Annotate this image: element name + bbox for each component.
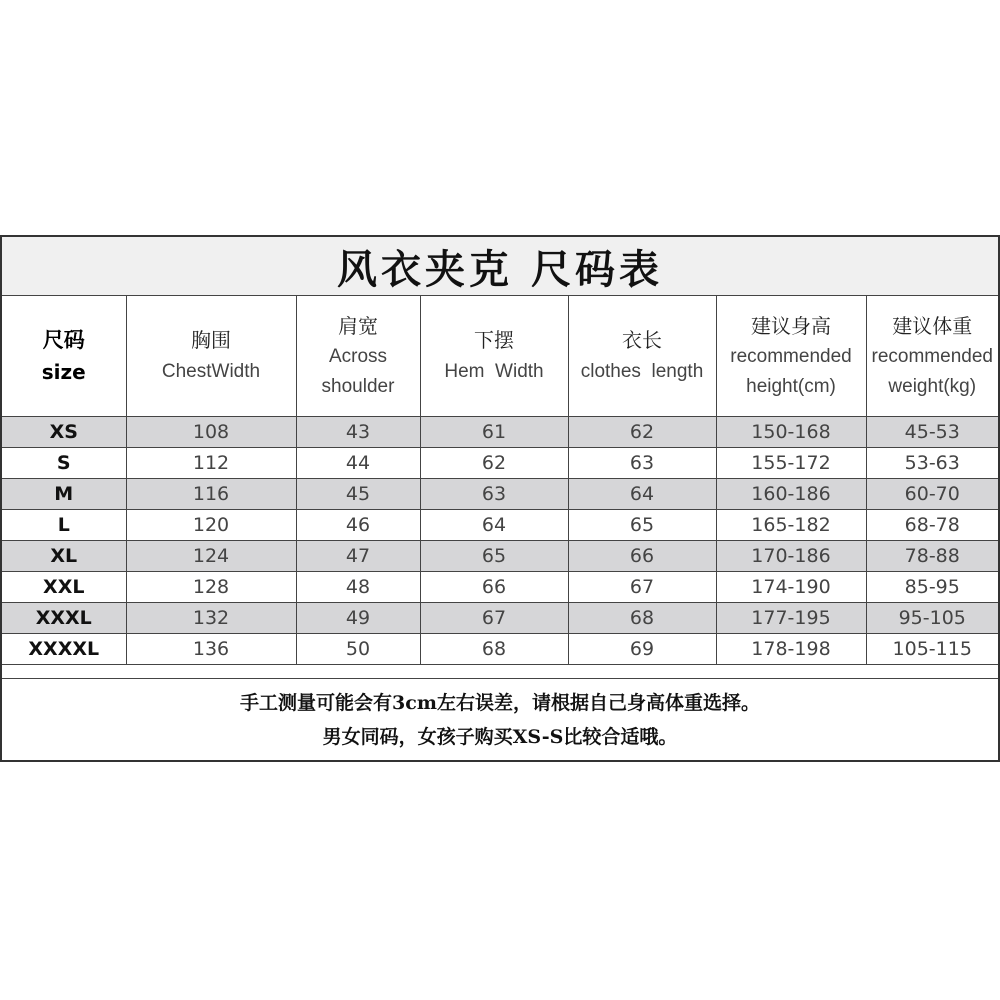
- cell-chest: 124: [126, 541, 296, 572]
- cell-weight: 53-63: [866, 448, 998, 479]
- cell-shoulder: 43: [296, 417, 420, 448]
- header-hem: [420, 295, 568, 417]
- header-weight-cn: 建议体重: [892, 313, 973, 338]
- cell-hem: 64: [420, 510, 568, 541]
- header-weight-en: recommended weight(kg): [871, 345, 993, 397]
- header-length: [568, 295, 716, 417]
- header-shoulder-en: Across shoulder: [321, 345, 395, 397]
- cell-chest: 116: [126, 479, 296, 510]
- header-size-cn: 尺码: [42, 327, 85, 352]
- cell-length: 63: [568, 448, 716, 479]
- header-size-en: size: [41, 359, 86, 384]
- notes: [2, 678, 998, 760]
- table-row: [2, 603, 998, 634]
- cell-shoulder: 45: [296, 479, 420, 510]
- header-length-cn: 衣长: [622, 327, 662, 352]
- cell-size: L: [2, 510, 126, 541]
- header-height-en: recommended height(cm): [730, 345, 852, 397]
- cell-weight: 85-95: [866, 572, 998, 603]
- cell-size: S: [2, 448, 126, 479]
- header-hem-en: Hem Width: [444, 360, 544, 382]
- cell-hem: 67: [420, 603, 568, 634]
- header-chest: [126, 295, 296, 417]
- cell-chest: 136: [126, 634, 296, 665]
- cell-weight: 68-78: [866, 510, 998, 541]
- header-height: [716, 295, 866, 417]
- cell-length: 69: [568, 634, 716, 665]
- cell-chest: 132: [126, 603, 296, 634]
- header-hem-cn: 下摆: [474, 327, 514, 352]
- cell-height: 160-186: [716, 479, 866, 510]
- table-row: [2, 510, 998, 541]
- header-row: [2, 295, 998, 417]
- cell-height: 178-198: [716, 634, 866, 665]
- cell-shoulder: 47: [296, 541, 420, 572]
- cell-weight: 60-70: [866, 479, 998, 510]
- cell-height: 174-190: [716, 572, 866, 603]
- cell-height: 165-182: [716, 510, 866, 541]
- cell-shoulder: 44: [296, 448, 420, 479]
- cell-chest: 112: [126, 448, 296, 479]
- table-row: [2, 448, 998, 479]
- cell-size: XXXL: [2, 603, 126, 634]
- cell-chest: 108: [126, 417, 296, 448]
- header-length-en: clothes length: [580, 360, 704, 382]
- size-table: [2, 295, 998, 665]
- cell-height: 155-172: [716, 448, 866, 479]
- table-row: [2, 572, 998, 603]
- cell-weight: 78-88: [866, 541, 998, 572]
- header-height-cn: 建议身高: [751, 313, 831, 338]
- cell-shoulder: 46: [296, 510, 420, 541]
- cell-length: 68: [568, 603, 716, 634]
- cell-shoulder: 49: [296, 603, 420, 634]
- table-row: [2, 417, 998, 448]
- cell-length: 66: [568, 541, 716, 572]
- cell-hem: 61: [420, 417, 568, 448]
- cell-length: 62: [568, 417, 716, 448]
- cell-hem: 65: [420, 541, 568, 572]
- header-shoulder: [296, 295, 420, 417]
- cell-shoulder: 50: [296, 634, 420, 665]
- header-chest-cn: 胸围: [191, 327, 231, 352]
- size-chart: [0, 235, 1000, 762]
- cell-height: 170-186: [716, 541, 866, 572]
- table-row: [2, 479, 998, 510]
- cell-hem: 63: [420, 479, 568, 510]
- chart-title: 风衣夹克 尺码表: [2, 237, 998, 296]
- cell-hem: 62: [420, 448, 568, 479]
- cell-length: 64: [568, 479, 716, 510]
- header-chest-en: ChestWidth: [161, 360, 261, 382]
- header-shoulder-cn: 肩宽: [338, 313, 378, 338]
- cell-chest: 128: [126, 572, 296, 603]
- cell-size: XL: [2, 541, 126, 572]
- cell-length: 65: [568, 510, 716, 541]
- note-line-1: 手工测量可能会有3cm左右误差，请根据自己身高体重选择。: [240, 691, 760, 714]
- cell-size: XXL: [2, 572, 126, 603]
- header-weight: [866, 295, 998, 417]
- cell-weight: 95-105: [866, 603, 998, 634]
- cell-length: 67: [568, 572, 716, 603]
- cell-size: XXXXL: [2, 634, 126, 665]
- cell-weight: 105-115: [866, 634, 998, 665]
- table-row: [2, 541, 998, 572]
- cell-height: 177-195: [716, 603, 866, 634]
- cell-weight: 45-53: [866, 417, 998, 448]
- note-line-2: 男女同码，女孩子购买XS-S比较合适哦。: [322, 725, 678, 748]
- cell-size: XS: [2, 417, 126, 448]
- table-row: [2, 634, 998, 665]
- cell-hem: 66: [420, 572, 568, 603]
- cell-height: 150-168: [716, 417, 866, 448]
- cell-hem: 68: [420, 634, 568, 665]
- cell-chest: 120: [126, 510, 296, 541]
- cell-size: M: [2, 479, 126, 510]
- header-size: [2, 295, 126, 417]
- cell-shoulder: 48: [296, 572, 420, 603]
